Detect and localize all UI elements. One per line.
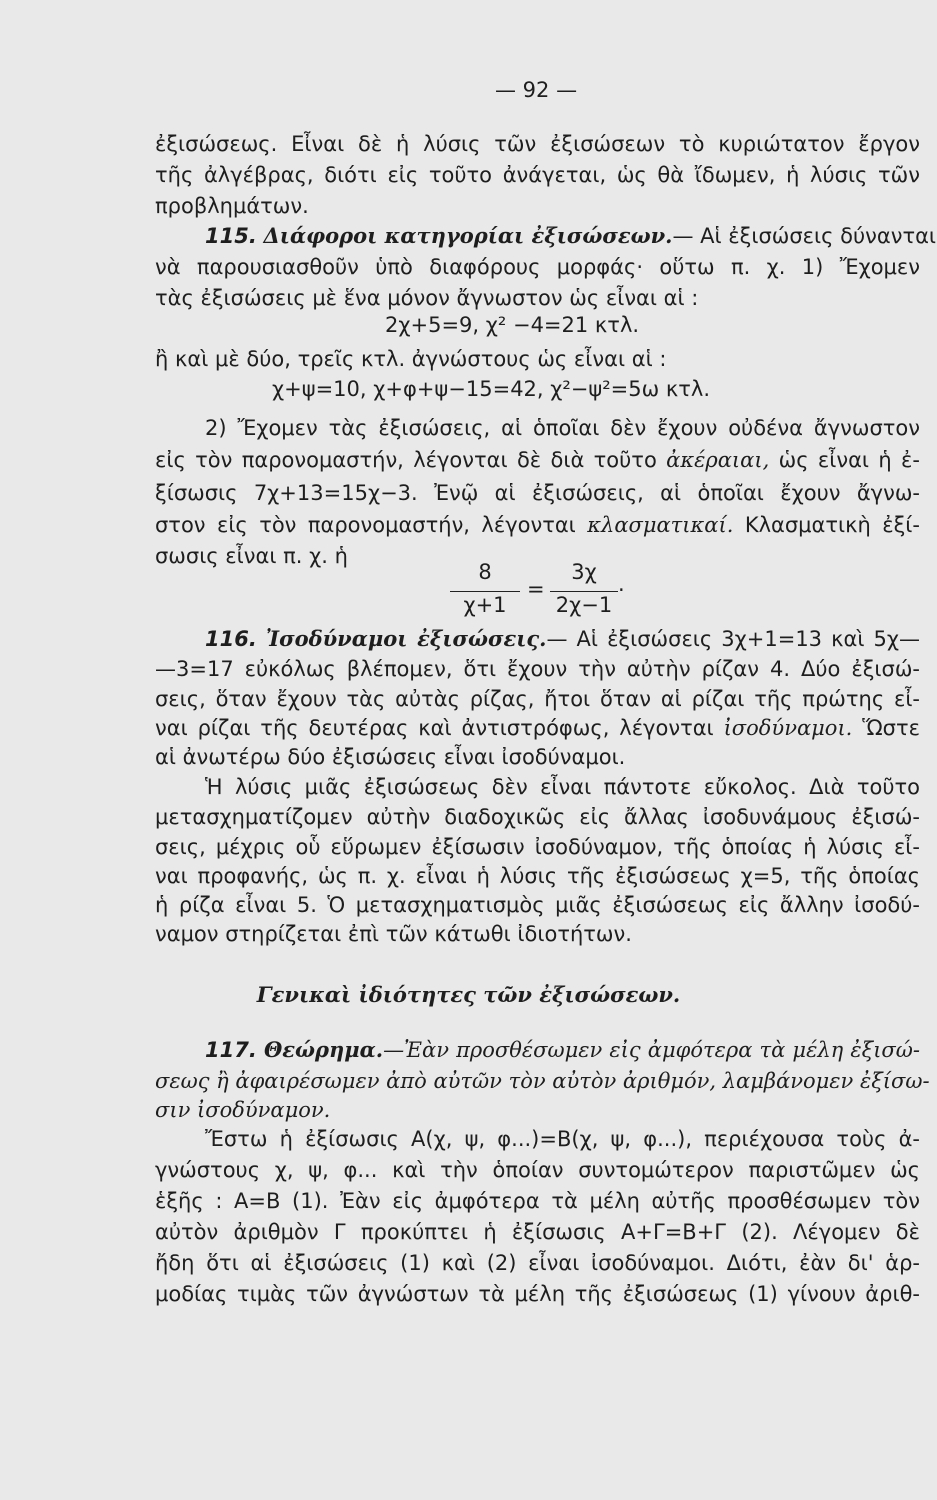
text-line: σωσις εἶναι π. χ. ἡ xyxy=(155,544,348,568)
italic-term: κλασματικαί. xyxy=(587,513,734,537)
fraction-bar xyxy=(550,591,618,592)
fraction-left xyxy=(450,560,520,622)
text-line: αἱ ἀνωτέρω δύο ἐξισώσεις εἶναι ἰσοδύναμοι. xyxy=(155,745,626,769)
text-line: ἡ ρίζα εἶναι 5. Ὁ μετασχηματισμὸς μιᾶς ἐξισώσεως εἰς ἄλλην ἰσοδύ- xyxy=(155,893,920,917)
text-line: ἢ καὶ μὲ δύο, τρεῖς κτλ. ἀγνώστους ὡς εἶναι αἱ : xyxy=(155,347,667,371)
text-line: ξίσωσις 7χ+13=15χ−3. Ἐνῷ αἱ ἐξισώσεις, αἱ ὁποῖαι ἔχουν ἄγνω- xyxy=(155,481,920,505)
text-line: μετασχηματίζομεν αὐτὴν διαδοχικῶς εἰς ἄλλας ἰσοδυνάμους ἐξισώ- xyxy=(155,805,920,829)
text-line xyxy=(155,713,920,743)
fraction-denominator: 2χ−1 xyxy=(555,593,613,617)
section-115-heading-line xyxy=(205,221,937,251)
text-line: τῆς ἀλγέβρας, διότι εἰς τοῦτο ἀνάγεται, ὡς θὰ ἴδωμεν, ἡ λύσις τῶν xyxy=(155,163,920,187)
equation-line: 2χ+5=9, χ² −4=21 κτλ. xyxy=(385,313,640,337)
italic-term: ἰσοδύναμοι. xyxy=(723,716,853,740)
text-segment: Κλασματικὴ ἐξί- xyxy=(733,513,920,537)
italic-term: ἀκέραιαι, xyxy=(666,448,770,472)
fraction-right xyxy=(550,560,618,622)
text-line xyxy=(155,445,920,475)
text-line: ἤδη ὅτι αἱ ἐξισώσεις (1) καὶ (2) εἶναι ἰσοδύναμοι. Διότι, ἐὰν δι' ἁρ- xyxy=(155,1251,920,1275)
text-segment: εἰς τὸν παρονομαστήν, λέγονται δὲ διὰ τοῦτο xyxy=(155,448,667,472)
text-segment: ὡς εἶναι ἡ ἐ- xyxy=(769,448,920,472)
text-line: νὰ παρουσιασθοῦν ὑπὸ διαφόρους μορφάς· οὕτω π. χ. 1) Ἔχομεν xyxy=(155,255,920,279)
text-line: ἑξῆς : Α=Β (1). Ἐὰν εἰς ἀμφότερα τὰ μέλη αὐτῆς προσθέσωμεν τὸν xyxy=(155,1189,920,1213)
text-line: προβλημάτων. xyxy=(155,194,309,218)
text-line: αὐτὸν ἀριθμὸν Γ προκύπτει ἡ ἐξίσωσις Α+Γ=Β+Γ (2). Λέγομεν δὲ xyxy=(155,1220,920,1244)
section-116-heading-line xyxy=(205,624,920,654)
text-segment: Ὥστε xyxy=(852,716,920,740)
text-line: ναμον στηρίζεται ἐπὶ τῶν κάτωθι ἰδιοτήτων. xyxy=(155,922,632,946)
section-title: Ἰσοδύναμοι ἐξισώσεις. xyxy=(265,626,547,651)
section-title: Θεώρημα. xyxy=(263,1037,384,1062)
page-number: — 92 — xyxy=(495,78,578,102)
text-line: ναι προφανής, ὡς π. χ. εἶναι ἡ λύσις τῆς ἐξισώσεως χ=5, τῆς ὁποίας xyxy=(155,864,920,888)
equation-period: . xyxy=(618,572,625,596)
text-line: Ἡ λύσις μιᾶς ἐξισώσεως δὲν εἶναι πάντοτε εὔκολος. Διὰ τοῦτο xyxy=(205,775,920,799)
text-line: σεις, μέχρις οὗ εὕρωμεν ἐξίσωσιν ἰσοδύναμον, τῆς ὁποίας ἡ λύσις εἶ- xyxy=(155,835,920,859)
text-line: 2) Ἔχομεν τὰς ἐξισώσεις, αἱ ὁποῖαι δὲν ἔχουν οὐδένα ἄγνωστον xyxy=(205,416,920,440)
theorem-line: σεως ἢ ἀφαιρέσωμεν ἀπὸ αὐτῶν τὸν αὐτὸν ἀριθμόν, λαμβάνομεν ἐξίσω- xyxy=(155,1069,930,1093)
text-line: Ἔστω ἡ ἐξίσωσις Α(χ, ψ, φ...)=Β(χ, ψ, φ...), περιέχουσα τοὺς ἀ- xyxy=(205,1127,920,1151)
text-segment: στον εἰς τὸν παρονομαστήν, λέγονται xyxy=(155,513,588,537)
text-segment: — Αἱ ἐξισώσεις 3χ+1=13 καὶ 5χ— xyxy=(546,627,920,651)
section-number: 115. xyxy=(205,224,257,248)
fraction-denominator: χ+1 xyxy=(463,593,507,617)
text-line xyxy=(155,510,920,540)
text-line: μοδίας τιμὰς τῶν ἀγνώστων τὰ μέλη τῆς ἐξισώσεως (1) γίνουν ἀριθ- xyxy=(155,1282,920,1306)
text-line: τὰς ἐξισώσεις μὲ ἕνα μόνον ἄγνωστον ὡς εἶναι αἱ : xyxy=(155,286,699,310)
theorem-line: σιν ἰσοδύναμον. xyxy=(155,1098,331,1122)
equals-sign: = xyxy=(527,577,545,601)
text-line: —3=17 εὐκόλως βλέπομεν, ὅτι ἔχουν τὴν αὐτὴν ρίζαν 4. Δύο ἐξισώ- xyxy=(155,657,920,681)
fraction-numerator: 8 xyxy=(478,560,492,584)
text-line: γνώστους χ, ψ, φ... καὶ τὴν ὁποίαν συντομώτερον παριστῶμεν ὡς xyxy=(155,1158,920,1182)
section-number: 116. xyxy=(205,627,257,651)
text-line: σεις, ὅταν ἔχουν τὰς αὐτὰς ρίζας, ἤτοι ὅταν αἱ ρίζαι τῆς πρώτης εἶ- xyxy=(155,687,920,711)
text-line: ἐξισώσεως. Εἶναι δὲ ἡ λύσις τῶν ἐξισώσεων τὸ κυριώτατον ἔργον xyxy=(155,132,920,156)
fraction-bar xyxy=(450,591,520,592)
text-segment: ναι ρίζαι τῆς δευτέρας καὶ ἀντιστρόφως, λέγονται xyxy=(155,716,724,740)
equation-line: χ+ψ=10, χ+φ+ψ−15=42, χ²−ψ²=5ω κτλ. xyxy=(272,377,711,401)
text-segment: — Αἱ ἐξισώσεις δύνανται xyxy=(672,224,937,248)
fraction-numerator: 3χ xyxy=(571,560,597,584)
theorem-text: —Ἐὰν προσθέσωμεν εἰς ἀμφότερα τὰ μέλη ἐξισώ- xyxy=(383,1038,920,1062)
section-title: Διάφοροι κατηγορίαι ἐξισώσεων. xyxy=(263,223,673,248)
section-heading: Γενικαὶ ἰδιότητες τῶν ἐξισώσεων. xyxy=(256,982,681,1007)
section-117-heading-line xyxy=(205,1035,920,1065)
section-number: 117. xyxy=(205,1038,257,1062)
